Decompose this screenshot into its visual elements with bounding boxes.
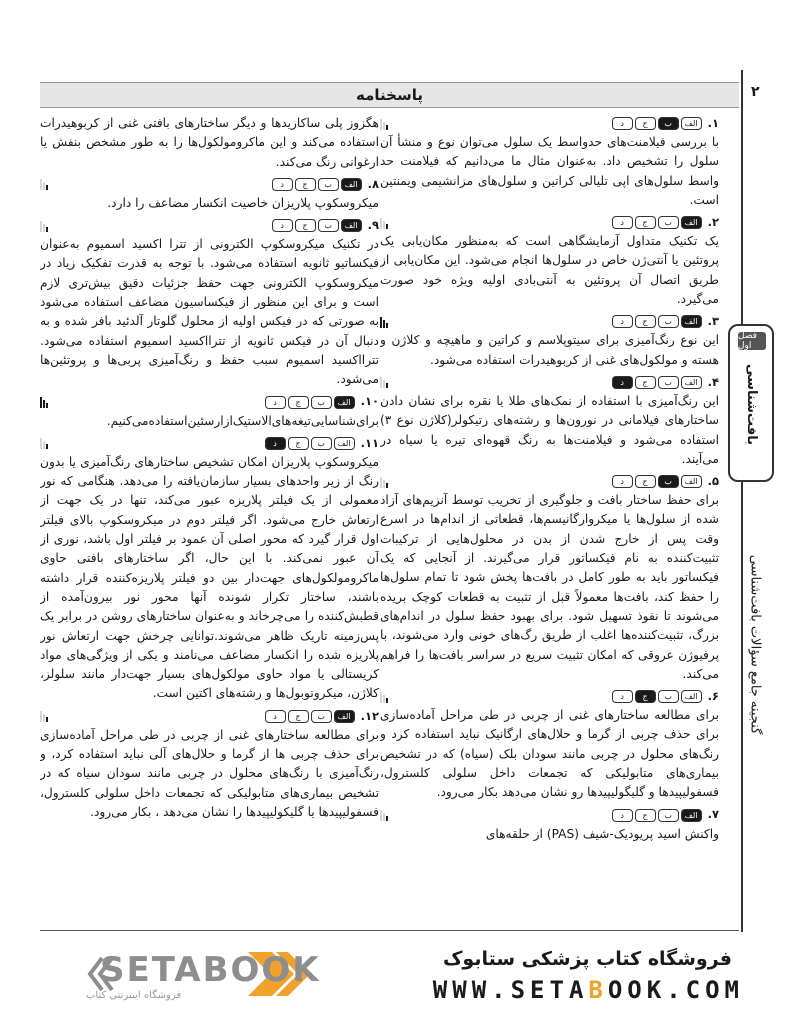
- choice-chip: د: [612, 216, 633, 229]
- answer-item: [380, 687, 719, 802]
- choice-chip: ب: [658, 216, 679, 229]
- answer-text: برای مطالعه ساختارهای غنی از چربی در طی مراحل آماده‌سازی برای حذف چربی از گرما و حلال‌های ارگانیک نباید استفاده کرد و رنگ‌های محلول در چربی مانند سودان بلک (سیاه) که در تشخیص بیماری‌های متابولیکی که تجمعات داخل سلولی کلسترول، فسفولیپیدها و گلیگولیپیدها رو نشان می‌دهد بکار می‌رود.: [380, 708, 719, 800]
- difficulty-bar: [386, 383, 388, 388]
- difficulty-bars-icon: [380, 376, 388, 388]
- answer-item: [40, 114, 379, 172]
- difficulty-bars-icon: [380, 118, 388, 130]
- answer-text: در تکنیک میکروسکوپ الکترونی از تترا اکسید اسمیوم به‌عنوان فیکساتیو ثانویه استفاده می‌شود. با توجه به قدرت تفکیک زیاد در میکروسکوپ الکترونی جهت حفظ جزئیات دقیق بیش‌تری لازم است و برای این منظور از فیکساسیون مضاعف استفاده می‌شود به صورتی که در فیکس اولیه از محلول گلوتار آلدئید بافر شده و به دنبال آن در فیکس ثانویه از تترا‌اکسید اسمیوم استفاده می‌شود. تترا‌اکسید اسمیوم سبب حفظ و رنگ‌آمیزی پربی‌ها و پروتئین‌ها می‌شود.: [40, 237, 379, 387]
- difficulty-bar: [40, 179, 42, 190]
- choice-chip: ج: [288, 437, 309, 450]
- answer-text: این نوع رنگ‌آمیزی برای سیتوپلاسم و کراتین و ماهیچه و کلاژن و هسته و مولکول‌های غنی از کربوهیدرات استفاده می‌شود.: [380, 333, 719, 367]
- choice-chip-correct: ج: [635, 690, 656, 703]
- logo-text: SETABOOK: [100, 950, 321, 990]
- difficulty-bar: [383, 480, 385, 488]
- difficulty-bar: [46, 185, 48, 190]
- answer-header: [380, 312, 719, 331]
- difficulty-bar: [46, 227, 48, 232]
- difficulty-bar: [40, 397, 42, 408]
- answer-text: میکروسکوپ پلاریزان خاصیت انکسار مضاعف را دارد.: [107, 195, 379, 210]
- answer-item: [380, 213, 719, 309]
- url-highlight: B: [588, 976, 608, 1004]
- question-number: ۸.: [367, 176, 379, 191]
- choice-chip-correct: الف: [334, 710, 355, 723]
- answer-item: [40, 434, 379, 704]
- difficulty-bar: [46, 717, 48, 722]
- difficulty-bar: [43, 714, 45, 722]
- difficulty-bar: [386, 698, 388, 703]
- answer-item: [40, 707, 379, 822]
- choice-chip: د: [265, 396, 286, 409]
- choice-chip: ب: [658, 809, 679, 822]
- answer-header: [40, 434, 379, 453]
- difficulty-bar: [380, 317, 382, 328]
- difficulty-bar: [380, 692, 382, 703]
- question-number: ۱۰.: [360, 394, 379, 409]
- logo-subtitle: فروشگاه اینترنتی کتاب: [86, 990, 182, 1001]
- choice-chip-correct: د: [265, 437, 286, 450]
- question-number: ۲.: [707, 215, 719, 230]
- question-number: ۴.: [707, 374, 719, 389]
- answer-header: [380, 472, 719, 491]
- difficulty-bars-icon: [380, 316, 388, 328]
- difficulty-bar: [43, 400, 45, 408]
- difficulty-bars-icon: [380, 691, 388, 703]
- question-number: ۹.: [367, 218, 379, 233]
- choice-chip: ب: [311, 396, 332, 409]
- question-number: ۱۲.: [360, 708, 379, 723]
- answer-header: [40, 216, 379, 235]
- difficulty-bar: [46, 444, 48, 449]
- answer-item: [380, 472, 719, 684]
- difficulty-bars-icon: [40, 710, 48, 722]
- difficulty-bars-icon: [40, 178, 48, 190]
- choice-chip: ب: [311, 710, 332, 723]
- answer-item: [380, 806, 719, 844]
- difficulty-bar: [43, 224, 45, 232]
- choice-chip: ج: [635, 475, 656, 488]
- difficulty-bars-icon: [380, 809, 388, 821]
- answer-text: با بررسی فیلامنت‌های حدواسط یک سلول می‌توان نوع و منشأ آن سلول را تشخیص داد. به‌عنوان مثال ما می‌دانیم که فیلامنت حد واسط سلول‌های اپی تلیالی کراتین و سلول‌های مزانشیمی ویمنتین است.: [380, 135, 719, 207]
- answer-header: [40, 175, 379, 194]
- answer-item: [40, 393, 379, 431]
- choice-chip: د: [272, 219, 293, 232]
- choice-chip-correct: الف: [334, 396, 355, 409]
- difficulty-bar: [383, 695, 385, 703]
- question-number: ۷.: [707, 807, 719, 822]
- book-title-vertical: [740, 504, 770, 784]
- answer-header: [380, 373, 719, 392]
- answer-text: برای‌شناسایی‌تیغه‌های‌الاستیک‌از‌ارسئین‌استفاده‌می‌کنیم.: [106, 413, 379, 428]
- website-link[interactable]: [404, 976, 744, 1004]
- choice-chip-correct: الف: [341, 219, 362, 232]
- question-number: ۳.: [707, 314, 719, 329]
- answer-text: این رنگ‌آمیزی با استفاده از نمک‌های طلا یا نقره برای نشان دادن ساختارهای فیلامانی در نورون‌ها و رشته‌های رتیکولر(کلاژن نوع ۳) استفاده می‌شود و فیلامنت‌ها به رنگ قهوه‌ای تیره یا سیاه در می‌آیند.: [380, 393, 719, 466]
- chapter-tab-label: بافت‌شناسی: [743, 363, 759, 445]
- question-number: ۶.: [707, 688, 719, 703]
- difficulty-bars-icon: [380, 476, 388, 488]
- difficulty-bars-icon: [380, 217, 388, 229]
- choice-chip: ج: [635, 315, 656, 328]
- answer-header: [380, 806, 719, 825]
- choice-chip: د: [272, 178, 293, 191]
- answer-text: میکروسکوپ پلاریزان امکان تشخیص ساختارهای رنگ‌آمیزی یا بدون رنگ از زیر واحدهای بسیار سازمان‌یافته را می‌دهد. هنگامی که نور معمولی از یک فیلتر پلاریزه عبور می‌کند، تنها در یک جهت از ارتعاش خارج می‌شود. اگر فیلتر دوم در میکروسکوپ بالای فیلتر اول قرار گیرد که محور اصلی آن عمود بر فیلتر اول باشد، نوری از آن عبور نمی‌کند. با این حال، اگر ساختارهای بافتی حاوی ماکرومولکول‌های جهت‌دار بین دو فیلتر پلاریزه‌کننده قرار داشته باشند، ساختار تکرار شونده آنها محور نور بیرون‌آمده از قطبش‌کننده را می‌چرخاند و به‌عنوان ساختارهای روشن در برابر یک پس‌زمینه تاریک ظاهر می‌شوند.توانایی چرخش جهت ارتعاش نور پلاریزه شده را انکسار مضاعف می‌نامند و یکی از ویژگی‌های مواد کریستالی یا مواد حاوی مولکول‌های بسیار جهت‌دار مانند سلولز، کلاژن، میکروتوبول‌ها و رشته‌های اکتین است.: [40, 454, 379, 701]
- difficulty-bar: [380, 377, 382, 388]
- right-column: [380, 114, 719, 932]
- difficulty-bar: [383, 813, 385, 821]
- difficulty-bar: [380, 218, 382, 229]
- answer-text: یک تکنیک متداول آزمایشگاهی است که به‌منظور مکان‌یابی یک پروتئین یا آنتی‌ژن خاص در سلول‌ها انجام می‌شود. این مکان‌یابی از طریق اتصال آن پروتئین به آنتی‌بادی اولیه ویژه خود صورت می‌گیرد.: [380, 234, 719, 307]
- difficulty-bar: [40, 221, 42, 232]
- choice-chip-correct: الف: [341, 178, 362, 191]
- difficulty-bar: [383, 320, 385, 328]
- answer-item: [380, 373, 719, 469]
- choice-chip: ج: [295, 219, 316, 232]
- choice-chip: الف: [681, 475, 702, 488]
- choice-chip: ب: [658, 690, 679, 703]
- choice-chip-correct: ب: [658, 117, 679, 130]
- choice-chip-correct: الف: [681, 216, 702, 229]
- difficulty-bar: [40, 711, 42, 722]
- page-number: ۲: [751, 84, 760, 100]
- difficulty-bar: [40, 438, 42, 449]
- choice-chip: الف: [681, 690, 702, 703]
- question-number: ۵.: [707, 474, 719, 489]
- choice-chip: ج: [295, 178, 316, 191]
- difficulty-bar: [386, 483, 388, 488]
- shop-name: فروشگاه کتاب پزشکی ستابوک: [442, 948, 732, 970]
- choice-chip: الف: [681, 117, 702, 130]
- answer-header: [380, 114, 719, 133]
- choice-chip: ج: [635, 809, 656, 822]
- answer-text: برای حفظ ساختار بافت و جلوگیری از تخریب توسط آنزیم‌های آزاد شده از سلول‌ها یا میکروارگانیسم‌ها، قطعاتی از اندام‌ها در اسرع وقت پس از خارج شدن از بدن در محلول‌هایی از ترکیبات تثبیت‌کننده به نام فیکساتور قرار می‌گیرند. از آنجایی که یک فیکساتور باید به طور کامل در بافت‌ها پخش شود تا تمام سلول‌ها را حفظ کند، بافت‌ها معمولاً قبل از تثبیت به قطعات کوچک بریده می‌شوند تا نفوذ تسهیل شود. برای بهبود حفظ سلول در اندام‌های بزرگ، تثبیت‌کننده‌ها اغلب از طریق رگ‌های خونی وارد می‌شوند، با پرفیوژن عروقی که امکان تثبیت سریع در سراسر بافت‌ها را فراهم می‌کند.: [380, 493, 719, 681]
- difficulty-bar: [383, 221, 385, 229]
- choice-chip: ج: [288, 710, 309, 723]
- book-title-text: گنجینه جامع سؤالات بافت‌شناسی: [747, 554, 763, 734]
- answer-header: [380, 687, 719, 706]
- answer-item: [40, 175, 379, 213]
- answer-item: [40, 216, 379, 389]
- answer-text: هگزوز پلی ساکاریدها و دیگر ساختارهای بافتی غنی از کربوهیدرات استفاده می‌کند و این ماکرومولکول‌ها را به طور مشخص بنفش یا ارغوانی رنگ می‌کند.: [40, 116, 379, 169]
- choice-chip: د: [265, 710, 286, 723]
- difficulty-bars-icon: [40, 220, 48, 232]
- url-part-1: WWW.SETA: [432, 976, 589, 1004]
- question-number: ۱۱.: [360, 435, 379, 450]
- difficulty-bar: [43, 441, 45, 449]
- difficulty-bar: [380, 119, 382, 130]
- answer-header: [40, 707, 379, 726]
- choice-chip: د: [612, 315, 633, 328]
- answers-title: پاسخنامه: [356, 86, 423, 104]
- answer-item: [380, 312, 719, 370]
- answer-text: واکنش اسید پریودیک-شیف (PAS) از حلقه‌های: [485, 826, 719, 841]
- choice-chip: الف: [334, 437, 355, 450]
- choice-chip: ب: [318, 178, 339, 191]
- difficulty-bar: [380, 810, 382, 821]
- choice-chip: ج: [635, 216, 656, 229]
- difficulty-bar: [46, 403, 48, 408]
- answer-header: [40, 393, 379, 412]
- answer-header: [380, 213, 719, 232]
- question-number: ۱.: [707, 115, 719, 130]
- chapter-tab[interactable]: [728, 324, 774, 482]
- choice-chip: د: [612, 475, 633, 488]
- footer-rule: [40, 930, 739, 931]
- difficulty-bar: [386, 323, 388, 328]
- choice-chip: د: [612, 690, 633, 703]
- difficulty-bar: [386, 125, 388, 130]
- left-column: [40, 114, 379, 932]
- answer-item: [380, 114, 719, 210]
- difficulty-bars-icon: [40, 396, 48, 408]
- choice-chip: الف: [681, 376, 702, 389]
- choice-chip: ب: [658, 315, 679, 328]
- choice-chip: د: [612, 117, 633, 130]
- answers-header: [40, 82, 739, 108]
- choice-chip: ج: [635, 117, 656, 130]
- choice-chip: ب: [658, 376, 679, 389]
- difficulty-bar: [380, 477, 382, 488]
- difficulty-bar: [386, 224, 388, 229]
- difficulty-bar: [43, 182, 45, 190]
- choice-chip: ب: [311, 437, 332, 450]
- choice-chip: ب: [318, 219, 339, 232]
- choice-chip: ج: [635, 376, 656, 389]
- choice-chip-correct: الف: [681, 809, 702, 822]
- choice-chip-correct: الف: [681, 315, 702, 328]
- difficulty-bars-icon: [40, 437, 48, 449]
- choice-chip-correct: ب: [658, 475, 679, 488]
- url-part-2: OOK.COM: [607, 976, 744, 1004]
- choice-chip-correct: د: [612, 376, 633, 389]
- difficulty-bar: [386, 816, 388, 821]
- choice-chip: د: [612, 809, 633, 822]
- difficulty-bar: [383, 122, 385, 130]
- difficulty-bar: [383, 380, 385, 388]
- chapter-badge: فصل اول: [738, 332, 766, 350]
- choice-chip: ج: [288, 396, 309, 409]
- answer-text: برای مطالعه ساختارهای غنی از چربی در طی مراحل آماده‌سازی برای حذف چربی ها از گرما و حلال‌های آلی نباید استفاده کرد، و رنگ‌آمیزی با رنگ‌های محلول در چربی مانند سودان سیاه که در تشخیص بیماری‌های متابولیکی که تجمعات داخل سلولی کلسترول، فسفولیپیدها یا گلیکولیپیدها را نشان می‌دهد ، بکار می‌رود.: [40, 727, 379, 819]
